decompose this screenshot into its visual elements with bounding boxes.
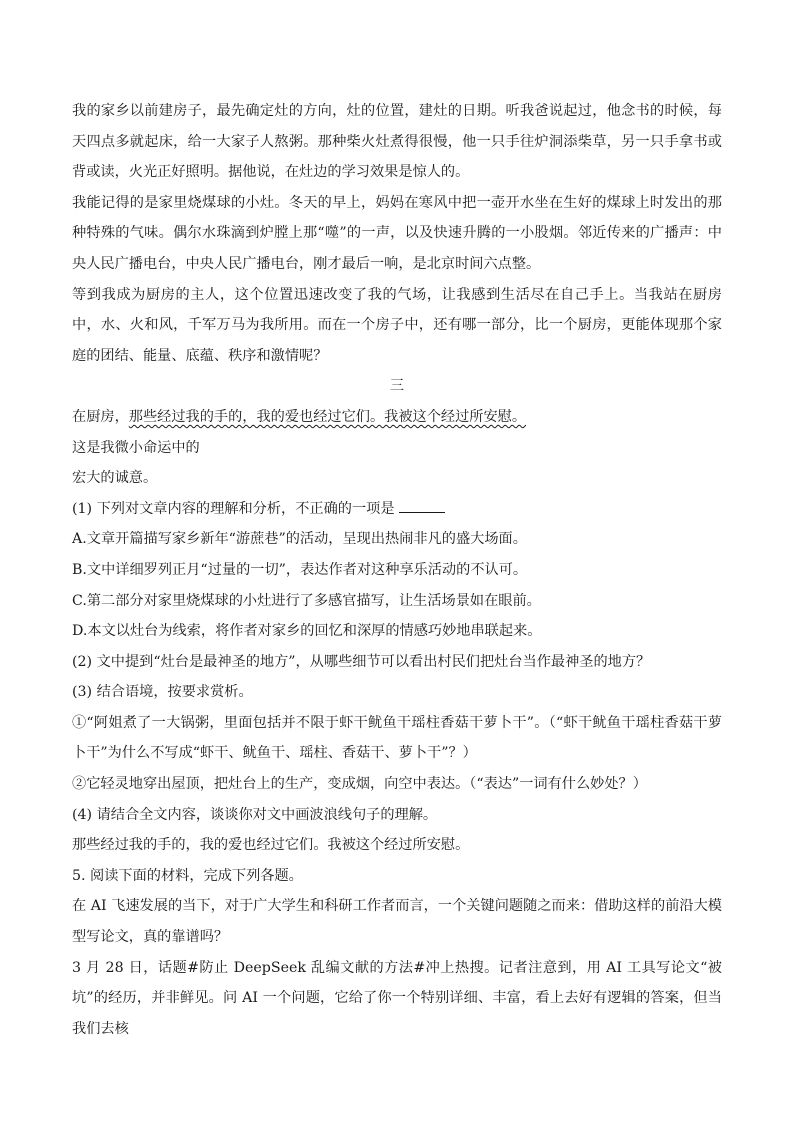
- material-paragraph-1: 在 AI 飞速发展的当下，对于广大学生和科研工作者而言，一个关键问题随之而来：借助这样的前沿大模型写论文，真的靠谱吗？: [72, 898, 722, 946]
- document-page: [72, 96, 722, 1044]
- option-b: B.文中详细罗列正月“过量的一切”，表达作者对这种享乐活动的不认可。: [72, 561, 528, 578]
- question-3-part-1: ①“阿姐煮了一大锅粥，里面包括并不限于虾干鱿鱼干瑶柱香菇干萝卜干”。（“虾干鱿鱼干瑶柱香菇干萝卜干”为什么不写成“虾干、鱿鱼干、瑶柱、香菇干、萝卜干”？）: [72, 714, 722, 762]
- wavy-prefix: 在厨房，: [72, 408, 129, 425]
- question-3: (3) 结合语境，按要求赏析。: [72, 684, 253, 701]
- question-1-text: (1) 下列对文章内容的理解和分析，不正确的一项是: [72, 500, 395, 517]
- answer-blank[interactable]: [399, 498, 445, 513]
- paragraph-kitchen-owner: 等到我成为厨房的主人，这个位置迅速改变了我的气场，让我感到生活尽在自己手上。当我站在厨房中，水、火和风，千军万马为我所用。而在一个房子中，还有哪一部分，比一个厨房，更能体现那个家庭的团结、能量、底蕴、秩序和激情呢？: [72, 286, 722, 364]
- poem-line-2: 宏大的诚意。: [72, 470, 158, 487]
- wavy-underlined-sentence: 那些经过我的手的，我的爱也经过它们。我被这个经过所安慰。: [128, 408, 527, 425]
- material-paragraph-2: 3 月 28 日，话题#防止 DeepSeek 乱编文献的方法#冲上热搜。记者注意到，用 AI 工具写论文“被坑”的经历，并非鲜见。问 AI 一个问题，它给了你一个特别详细、丰富，看上去好有逻辑的答案，但当我们去核: [72, 959, 722, 1037]
- question-2: (2) 文中提到“灶台是最神圣的地方”，从哪些细节可以看出村民们把灶台当作最神圣的地方？: [72, 653, 651, 670]
- option-a: A.文章开篇描写家乡新年“游蔗巷”的活动，呈现出热闹非凡的盛大场面。: [72, 531, 527, 548]
- option-c: C.第二部分对家里烧煤球的小灶进行了多感官描写，让生活场景如在眼前。: [72, 592, 541, 609]
- question-3-part-2: ②它轻灵地穿出屋顶，把灶台上的生产，变成烟，向空中表达。（“表达”一词有什么妙处？）: [72, 776, 647, 793]
- paragraph-wavy-line: [72, 402, 722, 433]
- paragraph-coal-stove-memory: 我能记得的是家里烧煤球的小灶。冬天的早上，妈妈在寒风中把一壶开水坐在生好的煤球上时发出的那种特殊的气味。偶尔水珠滴到炉膛上那“噬”的一声，以及快速升腾的一小股烟。邻近传来的广播声：中央人民广播电台，中央人民广播电台，刚才最后一响，是北京时间六点整。: [72, 194, 722, 272]
- poem-line-1: 这是我微小命运中的: [72, 439, 200, 456]
- paragraph-family-stove-history: 我的家乡以前建房子，最先确定灶的方向，灶的位置，建灶的日期。听我爸说起过，他念书的时候，每天四点多就起床，给一大家子人熬粥。那种柴火灶煮得很慢，他一只手往炉洞添柴草，另一只手拿书或背或读，火光正好照明。据他说，在灶边的学习效果是惊人的。: [72, 103, 722, 181]
- option-d: D.本文以灶台为线索，将作者对家乡的回忆和深厚的情感巧妙地串联起来。: [72, 623, 542, 640]
- section-heading-three: 三: [389, 378, 405, 395]
- question-4-quote: 那些经过我的手的，我的爱也经过它们。我被这个经过所安慰。: [72, 837, 470, 854]
- question-4: (4) 请结合全文内容，谈谈你对文中画波浪线句子的理解。: [72, 806, 438, 823]
- question-1: [72, 494, 722, 525]
- section-5-title: 5. 阅读下面的材料，完成下列各题。: [72, 867, 303, 884]
